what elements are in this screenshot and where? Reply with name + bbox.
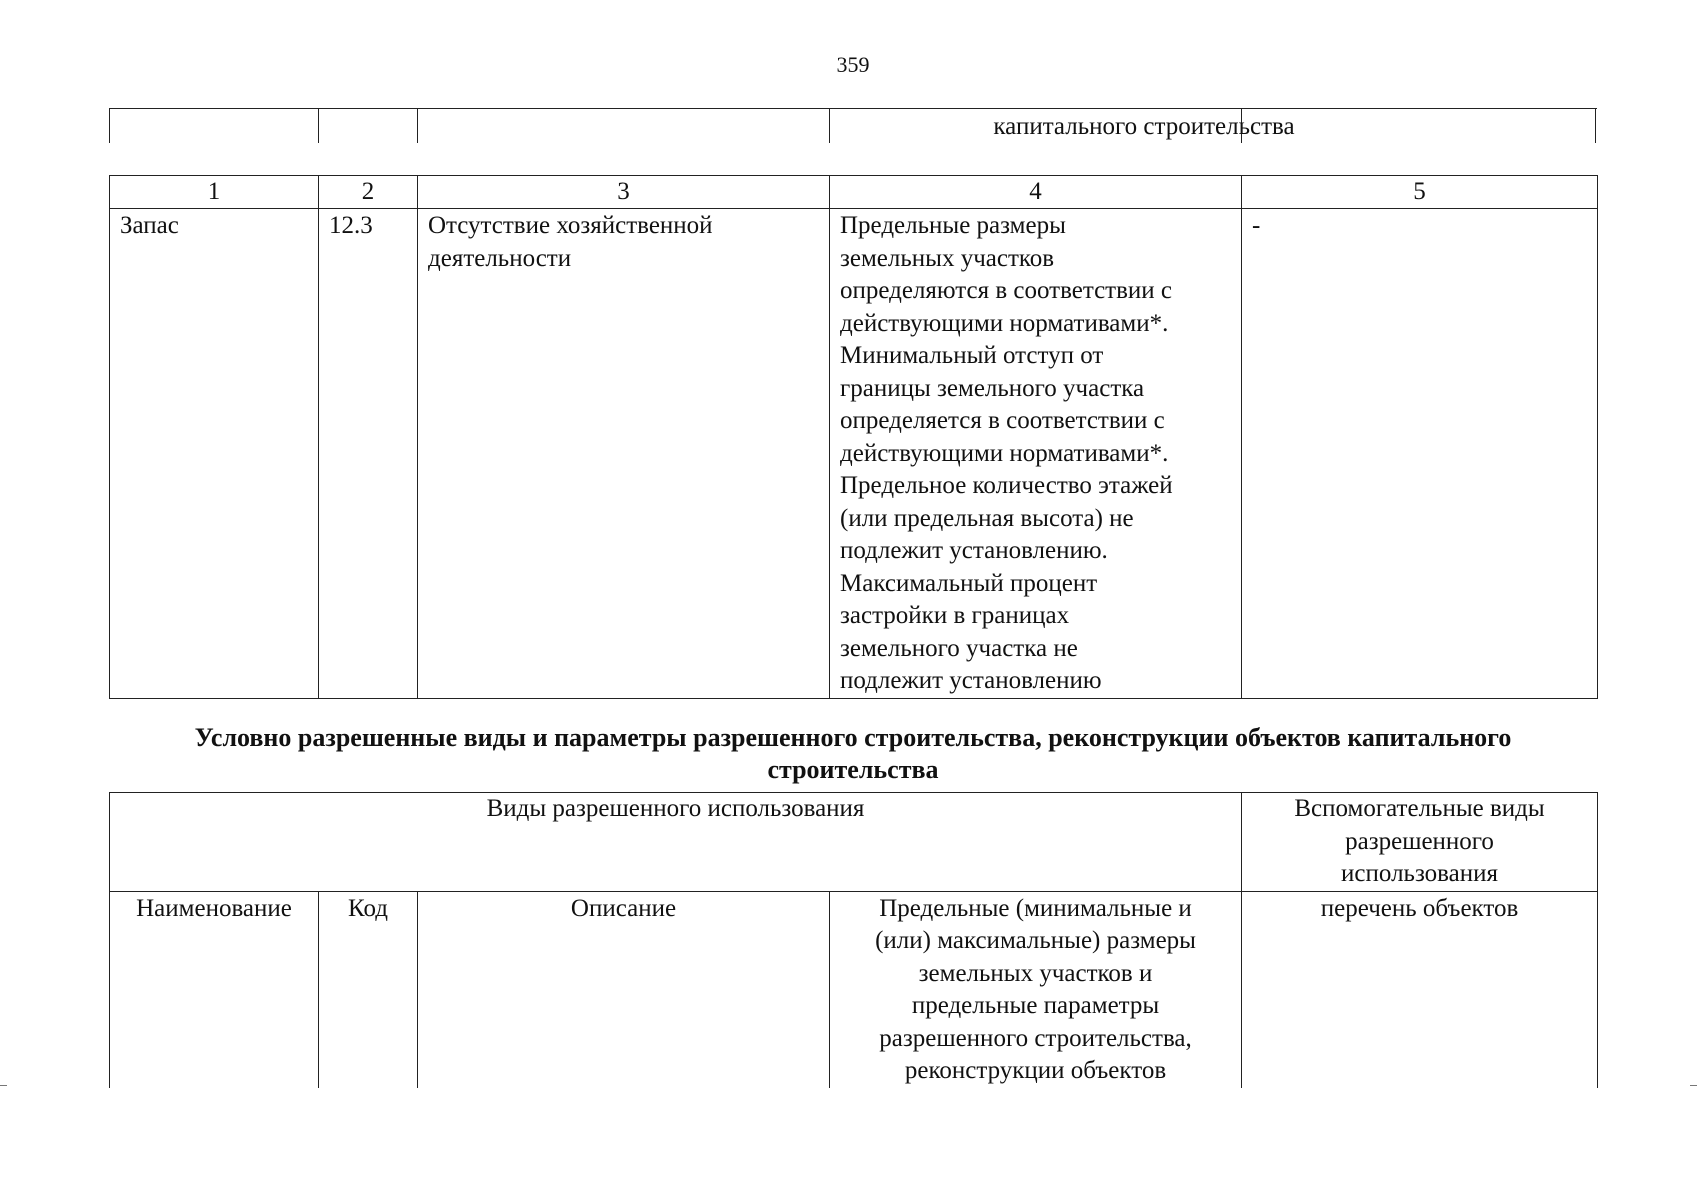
parameter-line: подлежит установлению.: [840, 537, 1108, 564]
parameter-line: подлежит установлению: [840, 667, 1102, 694]
parameter-line: Максимальный процент: [840, 569, 1098, 597]
auxiliary-uses-header: [1242, 793, 1598, 892]
header-line: Предельные (минимальные и: [879, 894, 1192, 922]
auxiliary-uses: -: [1242, 209, 1598, 699]
column-number: 2: [319, 176, 418, 209]
column-divider: [318, 109, 319, 143]
parameter-line: действующими нормативами*.: [840, 439, 1169, 467]
parameters-column-header: [830, 891, 1242, 1088]
table-header-row: [110, 793, 1598, 892]
column-number: 3: [418, 176, 830, 209]
section-heading: [109, 722, 1597, 786]
header-line: (или) максимальные) размеры: [875, 927, 1196, 954]
permitted-uses-table: [109, 175, 1598, 699]
parameter-line: застройки в границах: [840, 602, 1070, 629]
use-description: Отсутствие хозяйственной деятельности: [418, 209, 830, 699]
header-line: реконструкции объектов: [904, 1057, 1167, 1084]
header-line: использования: [1341, 860, 1499, 887]
column-divider: [109, 109, 110, 143]
section-heading-line: Условно разрешенные виды и параметры разрешенного строительства, реконструкции объектов капитального: [194, 723, 1512, 752]
table-row: [110, 209, 1598, 699]
parameter-line: определяются в соответствии с: [840, 277, 1173, 304]
parameter-line: Минимальный отступ от: [840, 342, 1104, 369]
column-divider: [829, 109, 830, 143]
table-subheader-row: [110, 891, 1598, 1088]
permitted-uses-header: Виды разрешенного использования: [110, 793, 1242, 892]
use-code: 12.3: [319, 209, 418, 699]
parameter-line: Предельное количество этажей: [840, 472, 1173, 499]
header-line: земельных участков и: [918, 959, 1153, 987]
column-number: 5: [1242, 176, 1598, 209]
code-column-header: Код: [319, 891, 418, 1088]
header-line: разрешенного строительства,: [879, 1024, 1192, 1052]
column-numbers-row: [110, 176, 1598, 209]
auxiliary-column-header: перечень объектов: [1242, 891, 1598, 1088]
continued-table-fragment: [109, 108, 1597, 143]
parameter-line: действующими нормативами*.: [840, 309, 1169, 337]
name-column-header: Наименование: [110, 891, 319, 1088]
header-line: предельные параметры: [911, 992, 1160, 1019]
conditional-uses-table: [109, 792, 1598, 1088]
scan-edge-mark: [1690, 1085, 1697, 1086]
column-number: 4: [830, 176, 1242, 209]
parameter-line: (или предельная высота) не: [840, 504, 1134, 532]
parameter-line: Предельные размеры: [840, 212, 1066, 239]
use-parameters: [830, 209, 1242, 699]
column-divider: [417, 109, 418, 143]
parameter-line: земельного участка не: [840, 634, 1078, 662]
header-line: Вспомогательные виды: [1294, 795, 1545, 822]
description-column-header: Описание: [418, 891, 830, 1088]
parameter-line: земельных участков: [840, 244, 1055, 272]
header-line: разрешенного: [1345, 827, 1494, 855]
scan-edge-mark: [0, 1085, 7, 1086]
page-number: 359: [836, 52, 870, 77]
column-divider: [1595, 109, 1596, 143]
parameter-line: границы земельного участка: [840, 374, 1145, 402]
section-heading-line: строительства: [767, 755, 939, 784]
column-number: 1: [110, 176, 319, 209]
use-name: Запас: [110, 209, 319, 699]
parameter-line: определяется в соответствии с: [840, 407, 1165, 434]
fragment-text: капитального строительства: [993, 113, 1295, 140]
